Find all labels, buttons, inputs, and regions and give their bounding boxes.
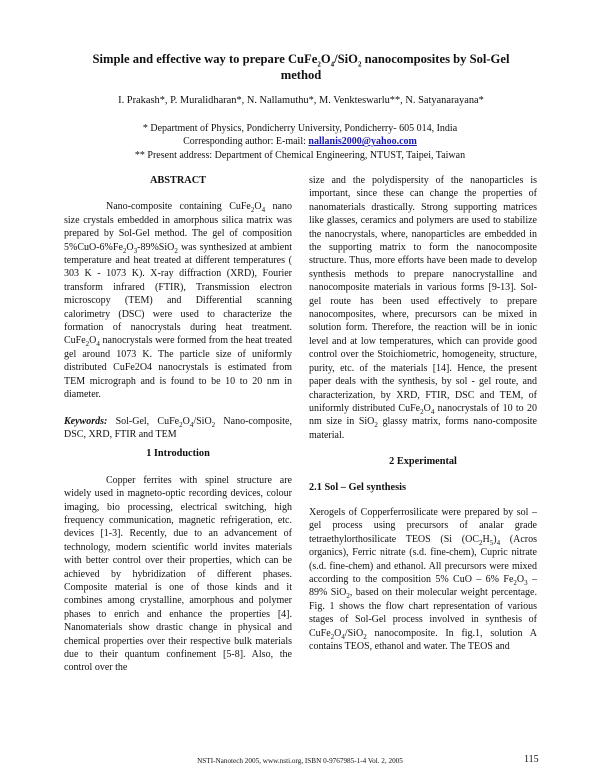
author-list: I. Prakash*, P. Muralidharan*, N. Nallamuthu*, M. Venkteswarlu**, N. Satyanarayana* (118, 95, 484, 106)
paper-title: Simple and effective way to prepare $CuFe_2O_4/SiO_2$ nanocomposites by Sol-Gel method (92, 52, 510, 82)
affiliations (40, 122, 560, 162)
abstract-heading: ABSTRACT (149, 175, 207, 186)
author-email-link[interactable]: nallanis2000@yahoo.com (308, 136, 417, 148)
introduction-text: Copper ferrites with spinel structure are widely used in magneto-optic recording devices, colour imaging, bio processing, electrical switching, high frequency communication, magnetic refrigeration, etc. devices [1-3]. Recently, due to an advancement of technology, modern scientific world invites materials with better control over their properties, which can be achieved by hybridization of different phases. Composite material is one of those kinds and it combines among crystalline, amorphous and polymer phases to enrich and enhance the properties [4]. Nanomaterials show drastic change in physical and chemical properties over their respective bulk materials due to their quantum confinement [5-8]. Also, the control over the (64, 474, 292, 674)
page-footer: NSTI-Nanotech 2005, www.nsti.org, ISBN 0-9767985-1-4 Vol. 2, 2005 (197, 757, 403, 765)
introduction-heading: 1 Introduction (146, 448, 210, 460)
keywords: Keywords: Sol-Gel, $CuFe_2O_4/SiO_2$ Nano-composite, DSC, XRD, FTIR and TEM (64, 415, 292, 440)
corresponding-author: Corresponding author: E-mail: nallanis2000@yahoo.com (183, 136, 417, 148)
experimental-text: Xerogels of Copperferrosilicate were prepared by sol – gel process using precursors of analar grade tetraethylorthosilicate TEOS (Si $(OC_2H_5)_4$ (Acros organics), Ferric nitrate (s.d. fine-chem), Cupric nitrate (s.d. fine-chem) and ethanol. All precursors were mixed according to the composition 5% CuO – 6% $Fe_2O_3 - 89\%$ SiO$_2$, based on their molecular weight percentage. Fig. 1 shows the flow chart representation of various stages of Sol-Gel process involved in synthesis of $CuFe_2O_4/SiO_2$ nanocomposite. In fig.1, solution A contains TEOS, ethanol and water. The TEOS and (309, 506, 537, 652)
affiliation-primary: * Department of Physics, Pondicherry University, Pondicherry- 605 014, India (142, 123, 458, 134)
experimental-heading: 2 Experimental (389, 456, 457, 468)
introduction-continued-text: size and the polydispersity of the nanoparticles is important, since these can change the properties of nanomaterials drastically. Strong supporting matrices like glasses, ceramics and polymers are used to stabilize the nanocrystals, where, nanoparticles are embedded in the supporting matrix to form the nanocomposite structure. Thus, more efforts have been made to develop synthesis methods to prepare nanocrystalline and nanocomposite materials in various forms [9-13]. Sol-gel route has been used effectively to prepare nanocomposites, where, precursors can be mixed in solution form. Therefore, the reaction will be in ionic level and at low temperatures, which can provide good control over the Stoichiometric, homogeneity, structure, purity, etc. of the materials [14]. Hence, the present paper deals with the synthesis, by sol - gel route, and characterization, by XRD, FTIR, DSC and TEM, of uniformly distributed $CuFe_2O_4$ nanocrystals of 10 to 20 nm size in SiO$_2$ glassy matrix, forms nano-composite material. (309, 175, 537, 441)
right-column (309, 174, 537, 653)
abstract-text: Nano-composite containing $CuFe_2O_4$ nano size crystals embedded in amorphous silica matrix was prepared by Sol-Gel method. The gel of composition $5\%CuO-6\%Fe_2O_3-89\%SiO_2$ was synthesized at ambient temperature and heat treated at different temperatures ( 303 K - 1073 K). X-ray diffraction (XRD), Fourier transform infrared (FTIR), Transmission electron microscopy (TEM) and Differential scanning calorimetry (DSC) were used to characterize the formation of nanocrystals during heat treatment. $CuFe_2O_4$ nanocrystals were formed from the heat treated gel around 1073 K. The particle size of uniformly distributed CuFe2O4 nanocrystals is estimated from TEM micrograph and is found to be 10 to 20 nm in diameter. (64, 201, 292, 401)
sol-gel-subheading: 2.1 Sol – Gel synthesis (309, 481, 406, 493)
left-column (64, 174, 292, 675)
page-number: 115 (524, 754, 539, 765)
affiliation-present: ** Present address: Department of Chemical Engineering, NTUST, Taipei, Taiwan (134, 149, 466, 161)
